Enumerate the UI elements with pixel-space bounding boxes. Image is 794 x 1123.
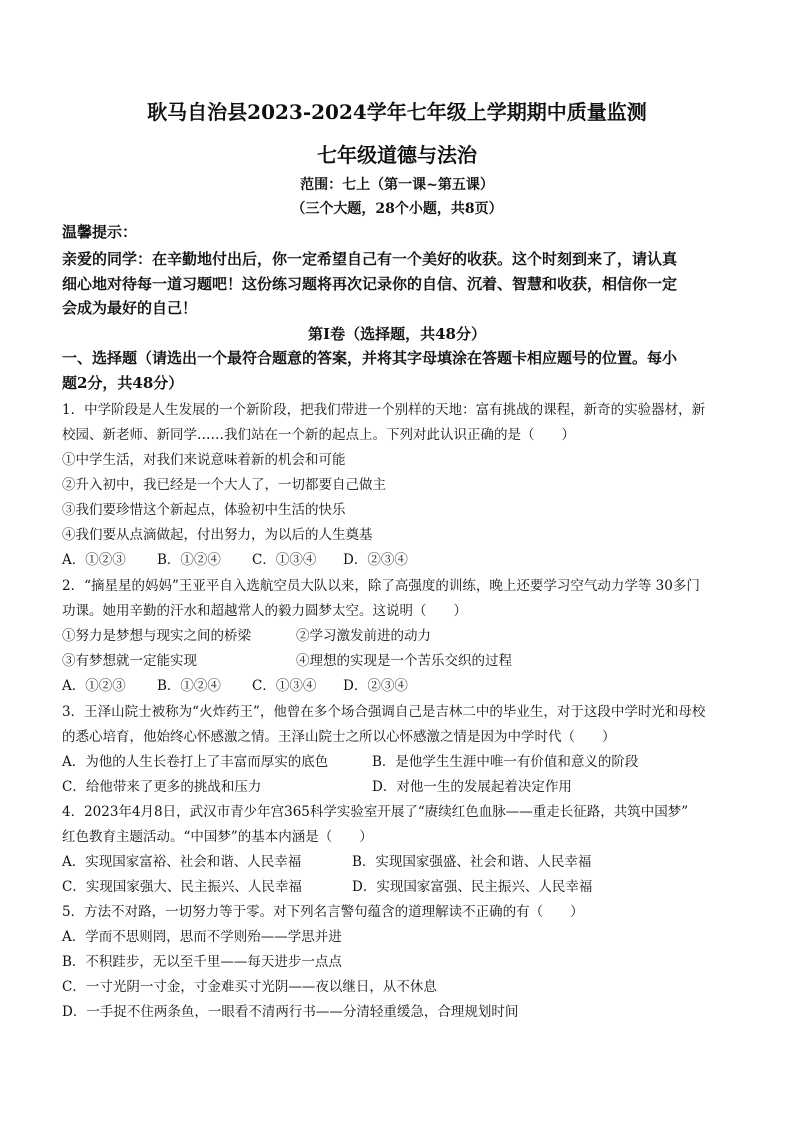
question-2-option-d: D．②③④ <box>343 678 408 694</box>
exam-structure: （三个大题，28个小题，共8页） <box>291 201 503 217</box>
question-1-option-d: D．②③④ <box>343 552 408 568</box>
question-1-option-c: C．①③④ <box>252 552 317 568</box>
question-3-option-b: B．是他学生生涯中唯一有价值和意义的阶段 <box>372 754 639 770</box>
question-1-item: ②升入初中，我已经是一个大人了，一切都要自己做主 <box>62 477 386 493</box>
question-4-option-b: B．实现国家强盛、社会和谐、人民幸福 <box>352 854 592 870</box>
question-2-option-c: C．①③④ <box>252 678 317 694</box>
question-3-option-d: D．对他一生的发展起着决定作用 <box>372 779 572 795</box>
exam-title: 耿马自治县2023-2024学年七年级上学期期中质量监测 <box>147 100 647 124</box>
tips-line: 细心地对待每一道习题吧！这份练习题将再次记录你的自信、沉着、智慧和收获，相信你一定 <box>62 275 678 293</box>
question-5-option-b: B．不积跬步，无以至千里——每天进步一点点 <box>62 954 342 970</box>
question-5-option-a: A．学而不思则罔，思而不学则殆——学思并进 <box>62 929 342 945</box>
question-4-option-c: C．实现国家强大、民主振兴、人民幸福 <box>62 879 302 895</box>
question-2-stem: 功课。她用辛勤的汗水和超越常人的毅力圆梦太空。这说明（ ） <box>62 603 467 619</box>
question-3-stem: 3．王泽山院士被称为“火炸药王”，他曾在多个场合强调自己是吉林二中的毕业生，对于这段中学时光和母校 <box>62 704 706 720</box>
tips-label: 温馨提示： <box>62 223 138 241</box>
part-instruction: 题2分，共48分） <box>62 374 184 392</box>
question-3-option-c: C．给他带来了更多的挑战和压力 <box>62 779 262 795</box>
question-2-stem: 2．“摘星星的妈妈”王亚平自入选航空员大队以来，除了高强度的训练，晚上还要学习空气动力学等 30多门 <box>62 578 700 594</box>
question-1-stem: 1．中学阶段是人生发展的一个新阶段，把我们带进一个别样的天地：富有挑战的课程，新奇的实验器材，新 <box>62 402 706 418</box>
question-1-item: ③我们要珍惜这个新起点，体验初中生活的快乐 <box>62 502 346 518</box>
question-2-item: ①努力是梦想与现实之间的桥梁 <box>62 628 251 644</box>
question-1-stem: 校园、新老师、新同学……我们站在一个新的起点上。下列对此认识正确的是（ ） <box>62 427 575 443</box>
question-2-option-b: B．①②④ <box>157 678 221 694</box>
question-1-item: ①中学生活，对我们来说意味着新的机会和可能 <box>62 452 346 468</box>
tips-line: 会成为最好的自己！ <box>62 299 198 317</box>
question-4-option-d: D．实现国家富强、民主振兴、人民幸福 <box>352 879 593 895</box>
question-2-item: ②学习激发前进的动力 <box>296 628 431 644</box>
question-1-option-b: B．①②④ <box>157 552 221 568</box>
question-3-stem: 的悉心培育，他始终心怀感激之情。王泽山院士之所以心怀感激之情是因为中学时代（ ） <box>62 729 616 745</box>
part-instruction: 一、选择题（请选出一个最符合题意的答案，并将其字母填涂在答题卡相应题号的位置。每小 <box>62 349 678 367</box>
question-5-option-c: C．一寸光阴一寸金，寸金难买寸光阴——夜以继日，从不休息 <box>62 979 437 995</box>
question-4-option-a: A．实现国家富裕、社会和谐、人民幸福 <box>62 854 302 870</box>
exam-scope: 范围：七上（第一课~第五课） <box>300 177 494 193</box>
question-4-stem: 红色教育主题活动。“中国梦”的基本内涵是（ ） <box>62 829 373 845</box>
exam-subtitle: 七年级道德与法治 <box>317 143 477 167</box>
question-3-option-a: A．为他的人生长卷打上了丰富而厚实的底色 <box>62 754 329 770</box>
question-1-option-a: A．①②③ <box>62 552 126 568</box>
tips-line: 亲爱的同学：在辛勤地付出后，你一定希望自己有一个美好的收获。这个时刻到来了，请认真 <box>62 250 678 268</box>
question-5-option-d: D．一手捉不住两条鱼，一眼看不清两行书——分清轻重缓急，合理规划时间 <box>62 1004 519 1020</box>
question-4-stem: 4．2023年4月8日，武汉市青少年宫365科学实验室开展了“赓续红色血脉——重走长征路，共筑中国梦” <box>62 804 689 820</box>
question-2-option-a: A．①②③ <box>62 678 126 694</box>
question-1-item: ④我们要从点滴做起，付出努力，为以后的人生奠基 <box>62 527 373 543</box>
question-5-stem: 5．方法不对路，一切努力等于零。对下列名言警句蕴含的道理解读不正确的有（ ） <box>62 904 584 920</box>
question-2-item: ③有梦想就一定能实现 <box>62 653 197 669</box>
question-2-item: ④理想的实现是一个苦乐交织的过程 <box>296 653 512 669</box>
section-title: 第Ⅰ卷（选择题，共48分） <box>308 325 486 343</box>
